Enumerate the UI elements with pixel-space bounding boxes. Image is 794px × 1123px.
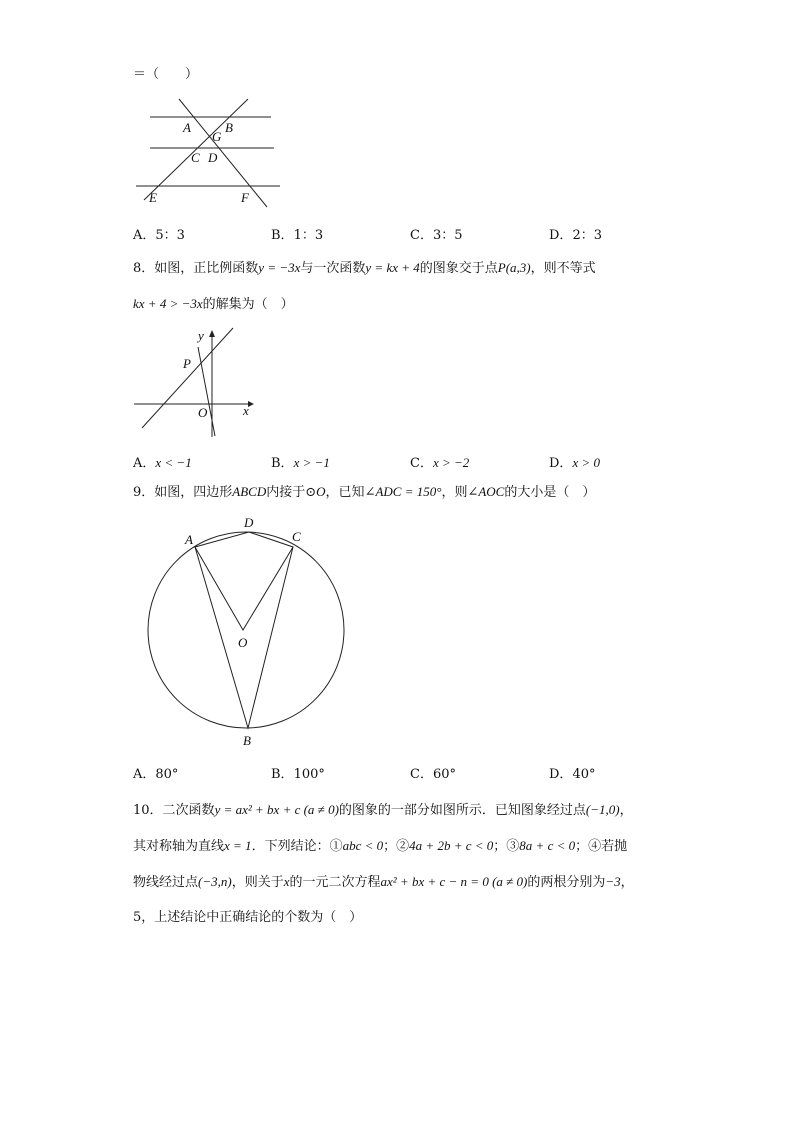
q8-line-kx-plus-4 bbox=[142, 328, 233, 428]
q10-point1: (−1,0) bbox=[585, 802, 620, 817]
q10-line2: 其对称轴为直线x = 1．下列结论：①abc < 0；②4a + 2b + c < 0；③8a + c < 0；④若抛 bbox=[133, 838, 628, 854]
q7-label-b: B bbox=[225, 120, 233, 135]
q10-equation: ax² + bx + c − n = 0 (a ≠ 0) bbox=[380, 874, 528, 889]
q8-option-d[interactable]: D．x > 0 bbox=[549, 455, 600, 471]
q10-line4: 5，上述结论中正确结论的个数为（ ） bbox=[133, 910, 363, 925]
q7-label-f: F bbox=[241, 190, 249, 205]
q9-label-d: D bbox=[244, 515, 254, 530]
q8-eq1: y = −3x bbox=[258, 260, 301, 275]
q10-line1: 10．二次函数y = ax² + bx + c (a ≠ 0)的图象的一部分如图所示．已知图象经过点(−1,0)， bbox=[133, 802, 633, 818]
q9-option-c[interactable]: C．60° bbox=[410, 767, 456, 782]
q8-label-o: O bbox=[198, 405, 208, 420]
q8-inequality: kx + 4 > −3x bbox=[133, 296, 203, 311]
q10-point2: (−3,n) bbox=[198, 874, 232, 889]
q7-label-c: C bbox=[191, 150, 200, 165]
q8-label-p: P bbox=[183, 356, 191, 371]
q8-stem-line2: kx + 4 > −3x的解集为（ ） bbox=[133, 296, 294, 312]
q8-number: 8． bbox=[133, 261, 155, 276]
q9-circle-o bbox=[148, 532, 344, 728]
q10-conclusion-1: abc < 0 bbox=[342, 838, 384, 853]
q10-var-x: x bbox=[283, 874, 290, 889]
q7-option-d[interactable]: D．2：3 bbox=[549, 228, 602, 243]
q9-angle-aoc: ∠AOC bbox=[467, 484, 505, 499]
q9-angle-adc: ∠ADC = 150° bbox=[364, 484, 442, 499]
q10-function: y = ax² + bx + c (a ≠ 0) bbox=[214, 802, 339, 817]
q8-y-axis-arrow bbox=[209, 330, 215, 337]
q7-figure bbox=[130, 95, 290, 215]
q10-root1: −3 bbox=[605, 874, 621, 889]
q9-circle: ⊙O bbox=[305, 484, 326, 499]
q8-x-axis-arrow bbox=[248, 401, 254, 407]
q9-label-o: O bbox=[238, 635, 248, 650]
q9-option-b[interactable]: B．100° bbox=[271, 767, 325, 782]
q8-figure bbox=[130, 325, 260, 445]
q7-option-c[interactable]: C．3：5 bbox=[410, 228, 463, 243]
q8-option-c[interactable]: C．x > −2 bbox=[410, 455, 470, 471]
q7-label-d: D bbox=[208, 150, 218, 165]
q8-point: P(a,3) bbox=[497, 260, 531, 275]
q7-label-e: E bbox=[149, 190, 157, 205]
q8-label-x: x bbox=[243, 403, 249, 418]
q9-number: 9． bbox=[133, 485, 155, 500]
q10-conclusion-3: 8a + c < 0 bbox=[519, 838, 576, 853]
q9-option-d[interactable]: D．40° bbox=[549, 767, 596, 782]
q9-stem: 9．如图，四边形ABCD内接于⊙O，已知∠ADC = 150°，则∠AOC的大小是（ ） bbox=[133, 484, 596, 500]
q9-quad-abcd bbox=[195, 532, 293, 728]
q7-label-a: A bbox=[183, 120, 191, 135]
q8-option-a[interactable]: A．x < −1 bbox=[133, 455, 192, 471]
q10-number: 10． bbox=[133, 803, 163, 818]
q9-label-c: C bbox=[292, 529, 301, 544]
q10-conclusion-4-start: 若抛 bbox=[601, 839, 628, 854]
q10-axis: x = 1 bbox=[224, 838, 252, 853]
q7-option-b[interactable]: B．1：3 bbox=[271, 228, 324, 243]
q10-line3: 物线经过点(−3,n)，则关于x的一元二次方程ax² + bx + c − n = 0 (a ≠ 0)的两根分别为−3， bbox=[133, 874, 634, 890]
q8-stem-line1: 8．如图，正比例函数y = −3x与一次函数y = kx + 4的图象交于点P(a,3)，则不等式 bbox=[133, 260, 596, 276]
q7-stem-tail: ＝（ ） bbox=[133, 67, 199, 82]
q9-label-b: B bbox=[243, 733, 251, 748]
q8-option-b[interactable]: B．x > −1 bbox=[271, 455, 330, 471]
q9-figure bbox=[140, 510, 355, 750]
q9-quad: ABCD bbox=[232, 484, 267, 499]
q10-conclusion-2: 4a + 2b + c < 0 bbox=[409, 838, 494, 853]
q9-option-a[interactable]: A．80° bbox=[133, 767, 179, 782]
q7-label-g: G bbox=[212, 129, 222, 144]
q7-option-a[interactable]: A．5：3 bbox=[133, 228, 185, 243]
q9-angle-aoc-lines bbox=[195, 547, 293, 630]
q8-eq2: y = kx + 4 bbox=[365, 260, 420, 275]
q9-label-a: A bbox=[185, 532, 193, 547]
q8-label-y: y bbox=[198, 328, 204, 343]
